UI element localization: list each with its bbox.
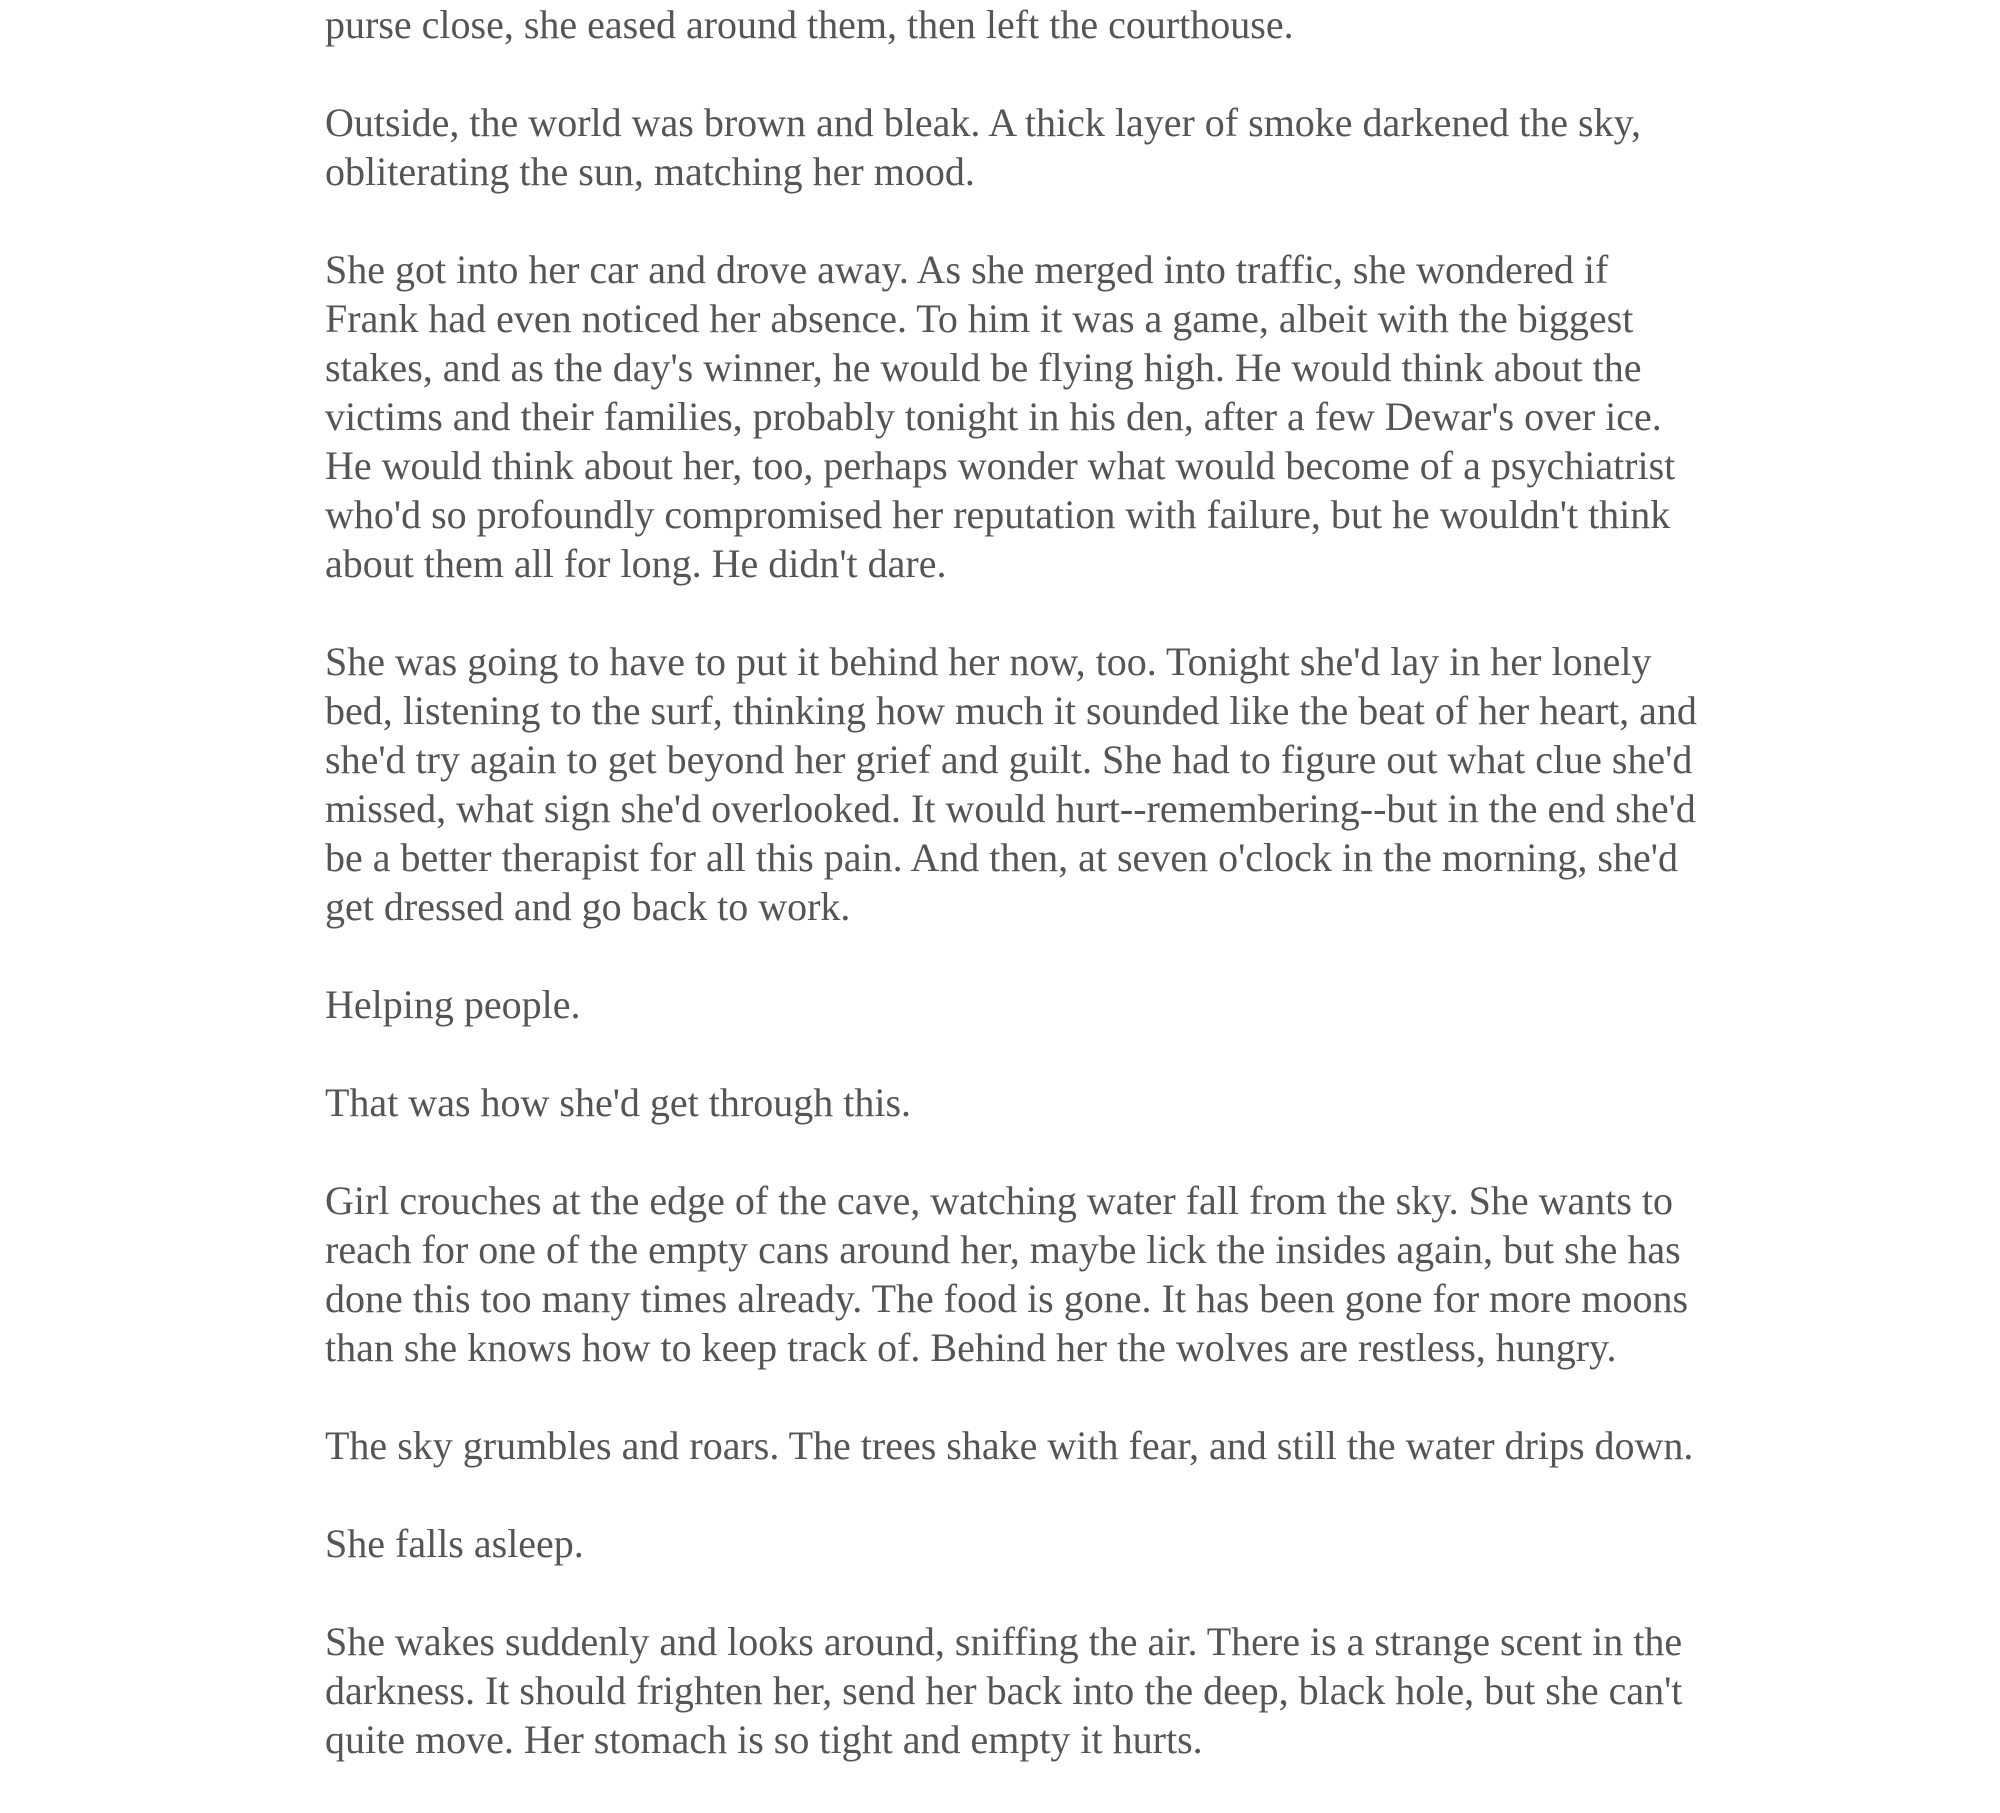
- paragraph: Outside, the world was brown and bleak. A thick layer of smoke darkened the sky, obliterating the sun, matching her mood.: [325, 100, 1641, 194]
- paragraph: She falls asleep.: [325, 1521, 584, 1566]
- paragraph: She wakes suddenly and looks around, sniffing the air. There is a strange scent in the darkness. It should frighten her, send her back into the deep, black hole, but she can't quite move. Her stomach is so tight and empty it hurts.: [325, 1619, 1683, 1762]
- paragraph: She got into her car and drove away. As she merged into traffic, she wondered if Frank had even noticed her absence. To him it was a game, albeit with the biggest stakes, and as the day's winner, he would be flying high. He would think about the victims and their families, probably tonight in his den, after a few Dewar's over ice. He would think about her, too, perhaps wonder what would become of a psychiatrist who'd so profoundly compromised her reputation with failure, but he wouldn't think about them all for long. He didn't dare.: [325, 247, 1676, 586]
- document-page: [325, 0, 1725, 1813]
- paragraph: Helping people.: [325, 982, 581, 1027]
- paragraph: She was going to have to put it behind her now, too. Tonight she'd lay in her lonely bed, listening to the surf, thinking how much it sounded like the beat of her heart, and she'd try again to get beyond her grief and guilt. She had to figure out what clue she'd missed, what sign she'd overlooked. It would hurt--remembering--but in the end she'd be a better therapist for all this pain. And then, at seven o'clock in the morning, she'd get dressed and go back to work.: [325, 639, 1697, 929]
- paragraph: The sky grumbles and roars. The trees shake with fear, and still the water drips down.: [325, 1423, 1694, 1468]
- paragraph: That was how she'd get through this.: [325, 1080, 912, 1125]
- paragraph: Girl crouches at the edge of the cave, watching water fall from the sky. She wants to reach for one of the empty cans around her, maybe lick the insides again, but she has done this too many times already. The food is gone. It has been gone for more moons than she knows how to keep track of. Behind her the wolves are restless, hungry.: [325, 1178, 1689, 1370]
- paragraph: purse close, she eased around them, then left the courthouse.: [325, 2, 1294, 47]
